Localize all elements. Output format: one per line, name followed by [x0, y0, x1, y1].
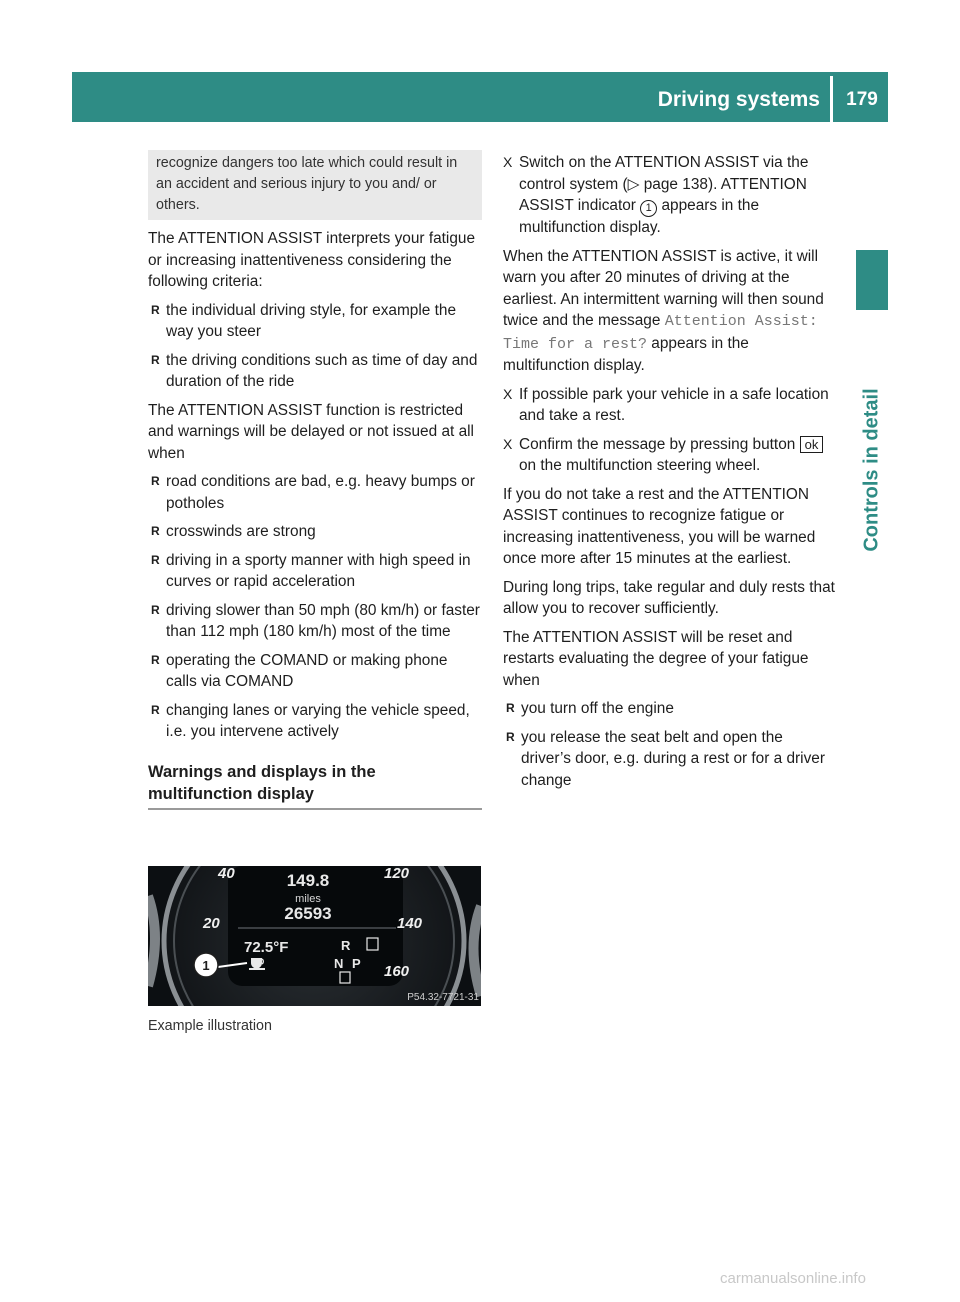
speed-mark: 140 [397, 915, 423, 932]
page-number: 179 [846, 89, 878, 110]
figure-caption: Example illustration [148, 1018, 272, 1034]
paragraph: The ATTENTION ASSIST will be reset and restarts evaluating the degree of your fatigue when [503, 628, 809, 689]
callout-number: 1 [202, 958, 210, 973]
speed-mark: 20 [203, 915, 220, 932]
list-item: R road conditions are bad, e.g. heavy bumps or potholes [151, 473, 475, 512]
instruction-step: X Confirm the message by pressing button ok on the multifunction steering wheel. [503, 434, 835, 477]
paragraph: When the ATTENTION ASSIST is active, it will warn you after 20 minutes of driving at the earliest. An intermittent warning will then sound twice and the message Attention Assist: Time for a rest? appears in the multifunction display. [503, 247, 824, 374]
bullet-icon: R [506, 701, 515, 715]
list-item: R driving slower than 50 mph (80 km/h) or faster than 112 mph (180 km/h) most of the time [151, 601, 480, 640]
left-column [148, 152, 482, 810]
bullet-icon: R [151, 552, 160, 567]
list-item: R changing lanes or varying the vehicle speed, i.e. you intervene actively [151, 701, 470, 740]
list-item: R you turn off the engine [503, 698, 835, 720]
footer-watermark-url: carmanualsonline.info [720, 1270, 866, 1287]
side-tab-marker [856, 250, 888, 310]
gear-p: P [352, 956, 361, 971]
bullet-icon: R [151, 474, 160, 488]
page-reference-link[interactable]: page 138 [643, 175, 708, 193]
step-arrow-icon: X [503, 435, 513, 452]
gear-n: N [334, 956, 344, 971]
gear-r: R [341, 938, 351, 953]
list-item: R the driving conditions such as time of day and duration of the ride [151, 351, 478, 390]
bullet-icon: R [151, 702, 160, 717]
right-column [503, 152, 835, 798]
list-item: R driving in a sporty manner with high speed in curves or rapid acceleration [151, 551, 471, 590]
instruction-step: X Switch on the ATTENTION ASSIST via the control system (▷ page 138). ATTENTION ASSIST indicator 1 appears in the multifunction display. [503, 154, 809, 236]
callout-1-icon: 1 [640, 200, 657, 217]
bullet-icon: R [151, 602, 160, 617]
trip-value: 149.8 [286, 871, 330, 890]
step-arrow-icon: X [503, 385, 513, 402]
odometer-value: 26593 [284, 904, 332, 923]
list-item: R the individual driving style, for example the way you steer [151, 301, 457, 340]
list-item: R operating the COMAND or making phone calls via COMAND [151, 651, 448, 690]
reference-arrow-icon: ▷ [627, 175, 644, 193]
speed-mark: 160 [384, 963, 410, 980]
bullet-icon: R [151, 524, 160, 538]
paragraph: If you do not take a rest and the ATTENTION ASSIST continues to recognize fatigue or increasing inattentiveness, you will be warned once more after 15 minutes at the earliest. [503, 485, 816, 567]
page-title: Driving systems [657, 88, 820, 111]
outside-temperature: 72.5°F [244, 939, 289, 956]
section-side-label: Controls in detail [860, 388, 883, 552]
paragraph: During long trips, take regular and duly rests that allow you to recover sufficiently. [503, 578, 835, 617]
bullet-icon: R [151, 352, 160, 367]
section-subheading: Warnings and displays in the multifunction display [148, 761, 482, 810]
step-arrow-icon: X [503, 154, 513, 170]
ok-button-icon: ok [800, 436, 824, 453]
header-divider [830, 76, 833, 122]
list-item: R you release the seat belt and open the driver’s door, e.g. during a rest or for a driver change [506, 728, 825, 789]
instruction-step: X If possible park your vehicle in a safe location and take a rest. [503, 385, 829, 424]
distance-unit: miles [295, 893, 321, 905]
bullet-icon: R [151, 652, 160, 667]
coffee-cup-icon [249, 958, 265, 970]
display-message: Attention Assist: Time for a rest? [503, 313, 818, 353]
speed-mark: 120 [384, 866, 410, 882]
criteria-intro: The ATTENTION ASSIST interprets your fatigue or increasing inattentiveness considering the following criteria: [148, 230, 476, 290]
instrument-cluster-svg [148, 866, 481, 1006]
warning-note: recognize dangers too late which could result in an accident and serious injury to you and/ or others. [148, 150, 482, 220]
speed-mark: 40 [218, 866, 235, 882]
restriction-intro: The ATTENTION ASSIST function is restricted and warnings will be delayed or not issued at all when [148, 401, 474, 462]
bullet-icon: R [151, 302, 160, 317]
figure-reference-code: P54.32-7721-31 [407, 992, 479, 1003]
instrument-cluster-illustration [148, 866, 481, 1006]
list-item: R crosswinds are strong [148, 521, 482, 543]
bullet-icon: R [506, 729, 515, 744]
